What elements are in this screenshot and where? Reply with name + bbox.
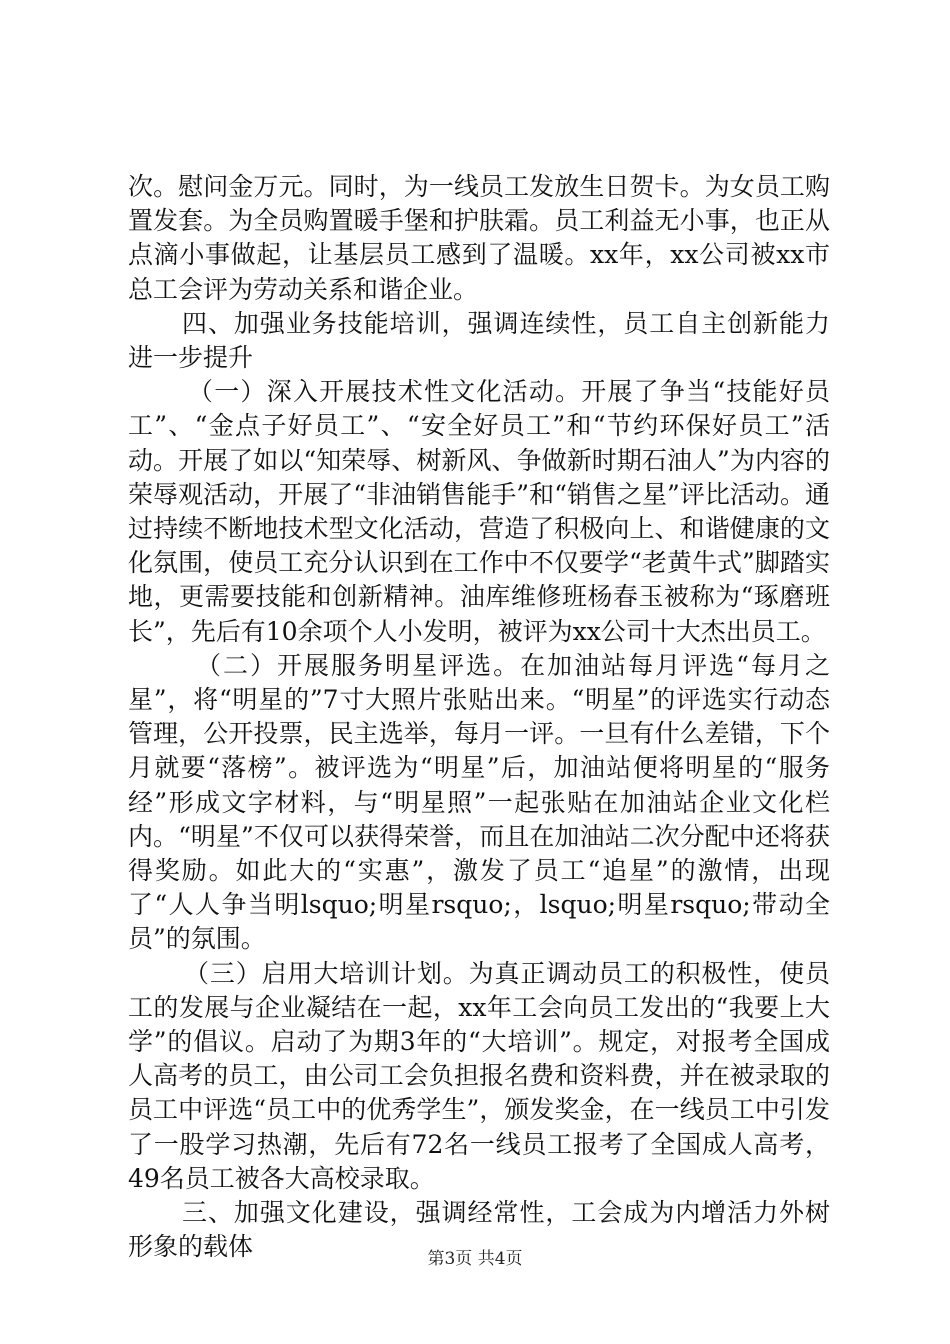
paragraph-continuation: 次。慰问金万元。同时，为一线员工发放生日贺卡。为女员工购置发套。为全员购置暖手堡和护肤霜。员工利益无小事，也正从点滴小事做起，让基层员工感到了温暖。xx年，xx公司被xx市总工会评为劳动关系和谐企业。 [128,172,830,304]
section-heading-three: 三、加强文化建设，强调经常性，工会成为内增活力外树形象的载体 [128,1198,830,1262]
paragraph-item-one: （一）深入开展技术性文化活动。开展了争当“技能好员工”、“金点子好员工”、“安全好员工”和“节约环保好员工”活动。开展了如以“知荣辱、树新风、争做新时期石油人”为内容的荣辱观活动，开展了“非油销售能手”和“销售之星”评比活动。通过持续不断地技术型文化活动，营造了积极向上、和谐健康的文化氛围，使员工充分认识到在工作中不仅要学“老黄牛式”脚踏实地，更需要技能和创新精神。油库维修班杨春玉被称为“琢磨班长”，先后有10余项个人小发明，被评为xx公司十大杰出员工。 [128,377,830,646]
page-footer: 第3页 共4页 [427,1249,523,1269]
paragraph-item-two: （二）开展服务明星评选。在加油站每月评选“每月之星”，将“明星的”7寸大照片张贴出来。“明星”的评选实行动态管理，公开投票，民主选举，每月一评。一旦有什么差错，下个月就要“落榜”。被评选为“明星”后，加油站便将明星的“服务经”形成文字材料，与“明星照”一起张贴在加油站企业文化栏内。“明星”不仅可以获得荣誉，而且在加油站二次分配中还将获得奖励。如此大的“实惠”，激发了员工“追星”的激情，出现了“人人争当明lsquo;明星rsquo;，lsquo;明星rsquo;带动全员”的氛围。 [128,650,830,954]
document-body [128,170,830,1265]
paragraph-item-three: （三）启用大培训计划。为真正调动员工的积极性，使员工的发展与企业凝结在一起，xx年工会向员工发出的“我要上大学”的倡议。启动了为期3年的“大培训”。规定，对报考全国成人高考的员工，由公司工会负担报名费和资料费，并在被录取的员工中评选“员工中的优秀学生”，颁发奖金，在一线员工中引发了一股学习热潮，先后有72名一线员工报考了全国成人高考，49名员工被各大高校录取。 [128,958,830,1193]
section-heading-four: 四、加强业务技能培训，强调连续性，员工自主创新能力进一步提升 [128,308,830,373]
